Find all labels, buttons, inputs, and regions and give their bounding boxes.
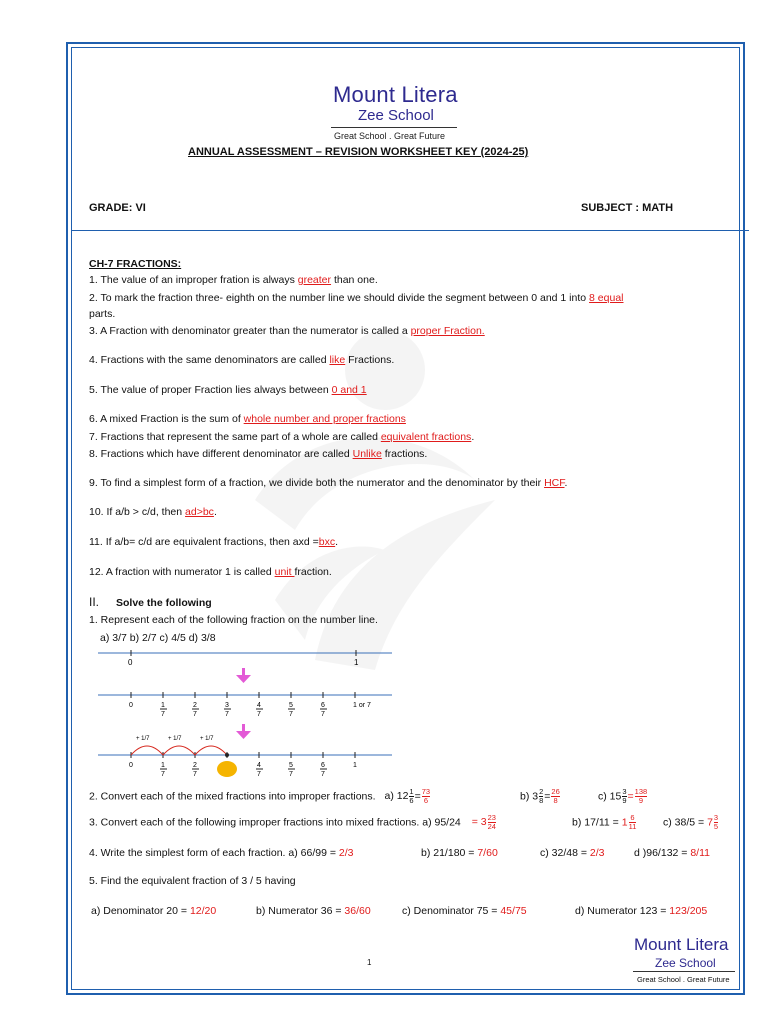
page-number: 1 — [367, 958, 372, 967]
q1-options: a) 3/7 b) 2/7 c) 4/5 d) 3/8 — [100, 632, 216, 644]
q2-c: c) 15 $\frac{3}{9}$ = $\frac{138}{9}$ — [598, 787, 648, 805]
question-10: 10. If a/b > c/d, then ad>bc. — [89, 506, 217, 518]
nl2-label-den: 7 — [257, 711, 261, 718]
question-7: 7. Fractions that represent the same part of a whole are called equivalent fractions. — [89, 431, 475, 443]
grade-label: GRADE: VI — [89, 202, 146, 214]
section2-heading: Solve the following — [116, 597, 212, 609]
footer-school-sub: Zee School — [655, 956, 716, 970]
nl1-label-0: 0 — [128, 658, 133, 667]
q5-a: a) Denominator 20 = 12/20 — [91, 905, 217, 917]
nl2-label-num: 1 — [161, 702, 165, 709]
nl2-label-num: 5 — [289, 702, 293, 709]
section2-roman: II. — [89, 595, 100, 609]
question-6: 6. A mixed Fraction is the sum of whole number and proper fractions — [89, 413, 406, 425]
nl3-label-num: 6 — [321, 762, 325, 769]
nl1-label-1: 1 — [354, 658, 359, 667]
jump-label-3: + 1/7 — [200, 736, 214, 742]
question-2: 2. To mark the fraction three- eighth on the number line we should divide the segment between 0 and 1 into 8 equal — [89, 292, 624, 304]
q5-c: c) Denominator 75 = 45/75 — [402, 905, 527, 917]
nl3-label: 0 — [129, 762, 133, 769]
school-tagline: Great School . Great Future — [334, 131, 446, 141]
q2-row: 2. Convert each of the mixed fractions into improper fractions. a) 12 $\frac{1}{6}$ = $\frac{73}{6}$ — [89, 787, 431, 805]
jump-arcs — [131, 746, 227, 755]
question-1: 1. The value of an improper fration is always greater than one. — [89, 274, 378, 286]
question-3: 3. A Fraction with denominator greater than the numerator is called a proper Fraction. — [89, 325, 485, 337]
nl2-label-den: 7 — [161, 711, 165, 718]
number-line-figure — [96, 645, 396, 780]
nl2-label-num: 3 — [225, 702, 229, 709]
page-title: ANNUAL ASSESSMENT – REVISION WORKSHEET KEY (2024-25) — [188, 146, 529, 158]
question-9: 9. To find a simplest form of a fraction, we divide both the numerator and the denominator by their HCF. — [89, 477, 568, 489]
highlight-marker — [217, 761, 237, 777]
question-4: 4. Fractions with the same denominators are called like Fractions. — [89, 354, 395, 366]
q4-row: 4. Write the simplest form of each fraction. a) 66/99 = 2/3 — [89, 847, 354, 859]
nl3-label-den: 7 — [321, 771, 325, 778]
q5-text: 5. Find the equivalent fraction of 3 / 5 having — [89, 875, 296, 887]
footer-logo-rule — [633, 971, 735, 972]
nl3-label-num: 1 — [161, 762, 165, 769]
question-12: 12. A fraction with numerator 1 is called unit fraction. — [89, 566, 332, 578]
nl2-label: 1 or 7 — [353, 702, 371, 709]
subject-label: SUBJECT : MATH — [581, 202, 674, 214]
nl3-label-den: 7 — [289, 771, 293, 778]
pointer-arrow-icon — [236, 668, 251, 739]
nl3-label-num: 2 — [193, 762, 197, 769]
q4-c: c) 32/48 = 2/3 — [540, 847, 605, 859]
question-2-cont: parts. — [89, 308, 116, 320]
q5-d: d) Numerator 123 = 123/205 — [575, 905, 708, 917]
nl3-label-num: 5 — [289, 762, 293, 769]
q3-c: c) 38/5 = 7 $\frac{3}{5}$ — [663, 813, 719, 831]
school-sub: Zee School — [358, 107, 434, 124]
q5-b: b) Numerator 36 = 36/60 — [256, 905, 371, 917]
nl2-label-den: 7 — [321, 711, 325, 718]
nl3-label-num: 4 — [257, 762, 261, 769]
nl2-label: 0 — [129, 702, 133, 709]
school-name: Mount Litera — [333, 82, 458, 107]
q1-text: 1. Represent each of the following fraction on the number line. — [89, 614, 378, 626]
q4-b: b) 21/180 = 7/60 — [421, 847, 498, 859]
nl2-label-num: 4 — [257, 702, 261, 709]
question-11: 11. If a/b= c/d are equivalent fractions, then axd =bxc. — [89, 536, 339, 548]
nl3-label-den: 7 — [161, 771, 165, 778]
nl3-label-den: 7 — [193, 771, 197, 778]
nl2-label-den: 7 — [225, 711, 229, 718]
jump-label-2: + 1/7 — [168, 736, 182, 742]
question-8: 8. Fractions which have different denominator are called Unlike fractions. — [89, 448, 428, 460]
q2-b: b) 3 $\frac{2}{8}$ = $\frac{26}{8}$ — [520, 787, 560, 805]
section-heading: CH-7 FRACTIONS: — [89, 258, 182, 270]
question-5: 5. The value of proper Fraction lies always between 0 and 1 — [89, 384, 367, 396]
logo-rule — [331, 127, 457, 128]
jump-label-1: + 1/7 — [136, 736, 150, 742]
q3-b: b) 17/11 = 1 $\frac{6}{11}$ — [572, 813, 637, 831]
header-separator — [71, 230, 749, 231]
footer-tagline: Great School . Great Future — [637, 975, 730, 984]
nl2-label-den: 7 — [289, 711, 293, 718]
nl2-label-num: 2 — [193, 702, 197, 709]
nl3-label-den: 7 — [257, 771, 261, 778]
nl3-label: 1 — [353, 762, 357, 769]
q4-d: d )96/132 = 8/11 — [634, 847, 711, 859]
q3-row: 3. Convert each of the following improper fractions into mixed fractions. a) 95/24 = 3 $\frac{23}{24}$ — [89, 813, 496, 831]
nl2-label-num: 6 — [321, 702, 325, 709]
nl2-label-den: 7 — [193, 711, 197, 718]
footer-school-name: Mount Litera — [634, 935, 729, 954]
